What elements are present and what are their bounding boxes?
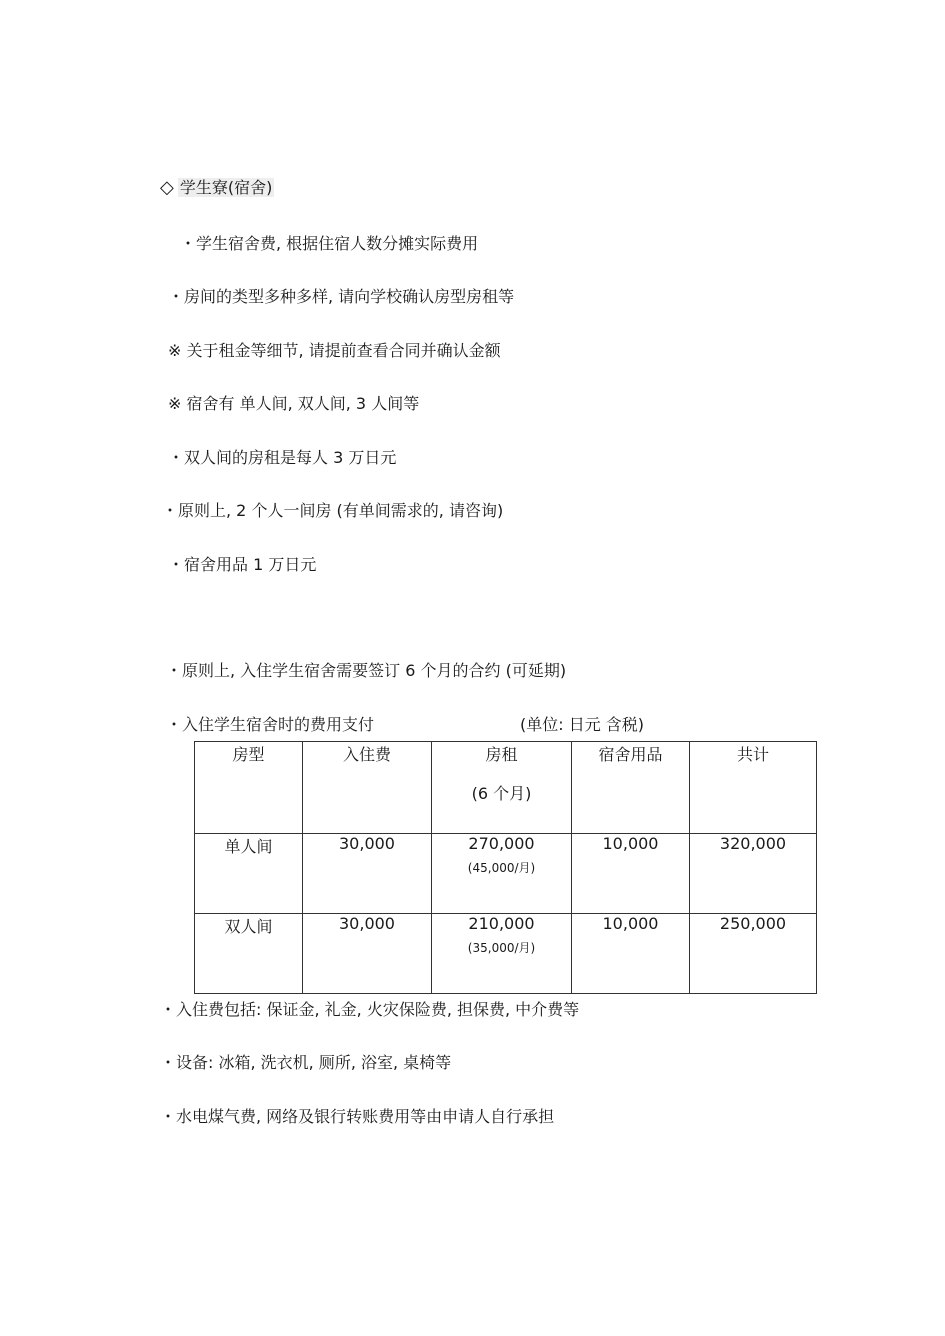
cell-rent-monthly: (35,000/月) (467, 941, 536, 955)
table-row (195, 834, 817, 914)
cell-supplies: 10,000 (572, 914, 690, 994)
cell-supplies: 10,000 (572, 834, 690, 914)
cell-total: 250,000 (690, 914, 817, 994)
cell-room-type: 双人间 (195, 914, 303, 994)
cell-rent-monthly: (45,000/月) (467, 861, 536, 875)
table-caption: ・入住学生宿舍时的费用支付 (166, 715, 375, 734)
cell-rent (432, 914, 572, 994)
info-line: ・宿舍用品 1 万日元 (168, 555, 317, 574)
fee-table (194, 741, 817, 994)
section-title-text: 学生寮(宿舍) (179, 178, 273, 197)
cell-room-type: 单人间 (195, 834, 303, 914)
header-room-type: 房型 (195, 742, 303, 834)
info-line: ・双人间的房租是每人 3 万日元 (168, 448, 397, 467)
cell-entry-fee: 30,000 (303, 834, 432, 914)
unit-note: (单位: 日元 含税) (520, 715, 645, 734)
info-line: ・原则上, 2 个人一间房 (有单间需求的, 请咨询) (162, 501, 504, 520)
note-line: ※ 关于租金等细节, 请提前查看合同并确认金额 (168, 341, 501, 360)
header-entry-fee: 入住费 (303, 742, 432, 834)
table-header-row (195, 742, 817, 834)
diamond-icon: ◇ (160, 177, 174, 198)
cell-rent (432, 834, 572, 914)
note-line: ※ 宿舍有 单人间, 双人间, 3 人间等 (168, 394, 420, 413)
header-rent (432, 742, 572, 834)
table-row (195, 914, 817, 994)
info-line: ・学生宿舍费, 根据住宿人数分摊实际费用 (180, 234, 479, 253)
header-rent-label: 房租 (485, 745, 518, 764)
cell-rent-value: 210,000 (468, 914, 535, 933)
info-line: ・入住费包括: 保证金, 礼金, 火灾保险费, 担保费, 中介费等 (160, 1000, 580, 1019)
header-total: 共计 (690, 742, 817, 834)
info-line: ・房间的类型多种多样, 请向学校确认房型房租等 (168, 287, 515, 306)
section-title (160, 177, 274, 199)
cell-total: 320,000 (690, 834, 817, 914)
header-rent-period: (6 个月) (471, 784, 532, 803)
info-line: ・原则上, 入住学生宿舍需要签订 6 个月的合约 (可延期) (166, 661, 567, 680)
cell-entry-fee: 30,000 (303, 914, 432, 994)
header-supplies: 宿舍用品 (572, 742, 690, 834)
info-line: ・水电煤气费, 网络及银行转账费用等由申请人自行承担 (160, 1107, 555, 1126)
info-line: ・设备: 冰箱, 洗衣机, 厕所, 浴室, 桌椅等 (160, 1053, 452, 1072)
cell-rent-value: 270,000 (468, 834, 535, 853)
